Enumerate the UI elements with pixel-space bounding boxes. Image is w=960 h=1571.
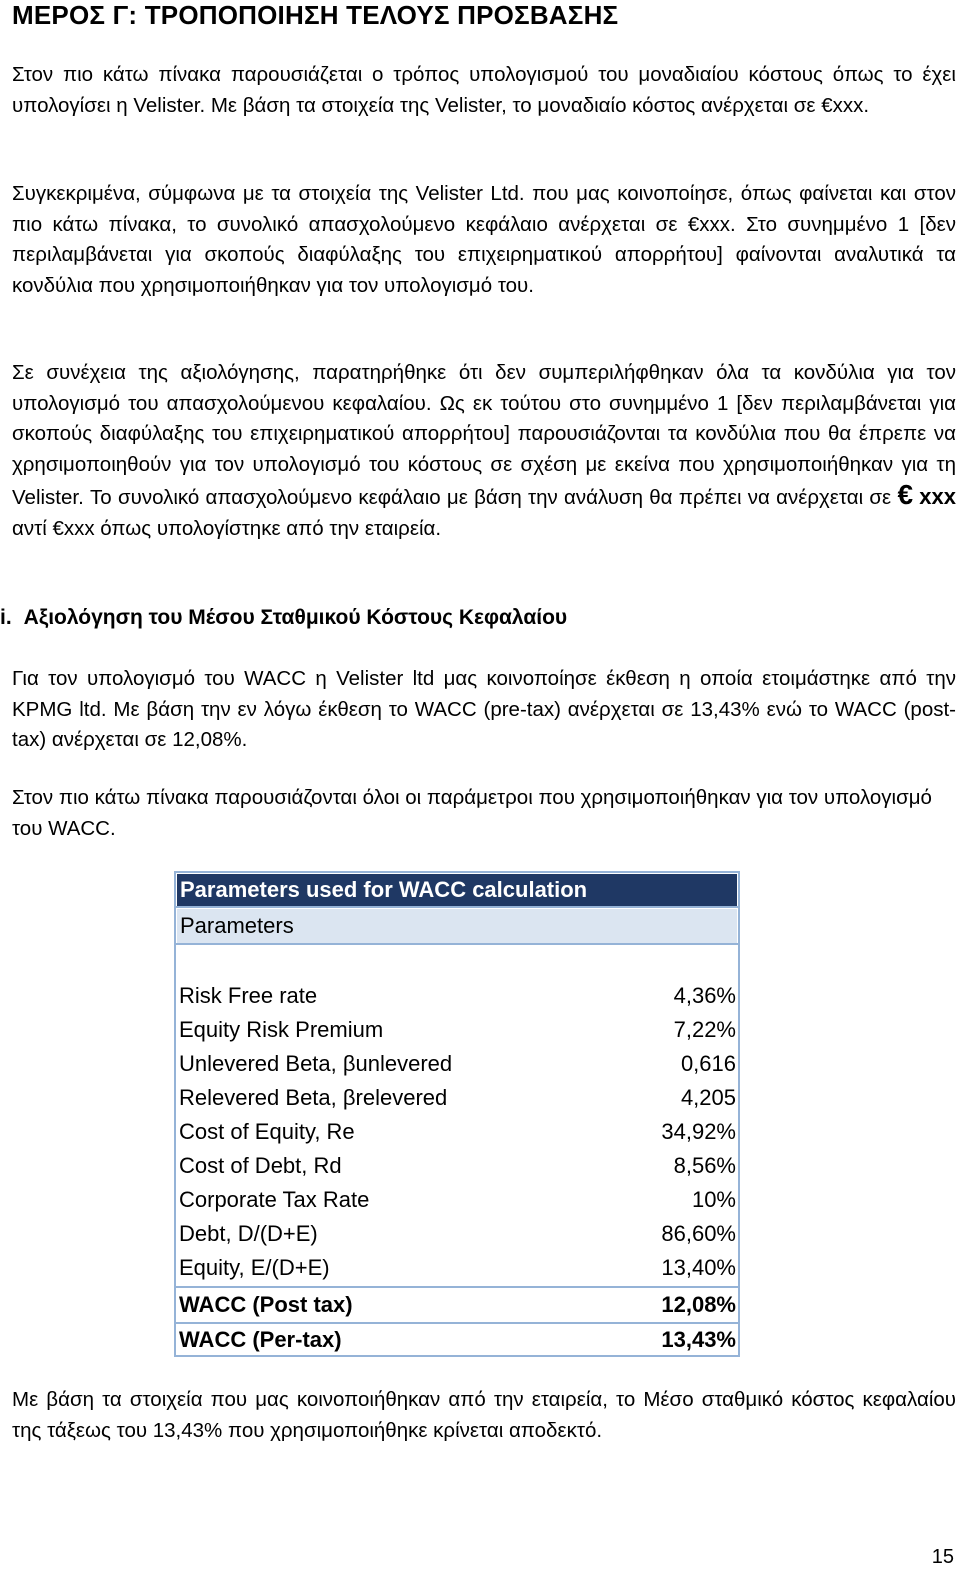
param-value: 4,205 xyxy=(680,1085,736,1110)
wacc-parameters-table xyxy=(174,871,740,1357)
param-label: Unlevered Beta, βunlevered xyxy=(179,1051,453,1076)
paragraph-evaluation xyxy=(12,358,956,544)
param-label: Relevered Beta, βrelevered xyxy=(179,1085,448,1110)
param-value: 10% xyxy=(691,1187,736,1212)
wacc-pre-tax-label: WACC (Per-tax) xyxy=(179,1327,342,1352)
table-total-row xyxy=(179,1323,739,1357)
subsection-title: Αξιολόγηση του Μέσου Σταθμικού Κόστους Κεφαλαίου xyxy=(23,606,568,629)
param-value: 13,40% xyxy=(661,1255,736,1280)
param-label: Corporate Tax Rate xyxy=(179,1187,370,1212)
euro-symbol: € xyxy=(897,479,914,510)
wacc-post-tax-label: WACC (Post tax) xyxy=(179,1292,353,1317)
param-value: 4,36% xyxy=(673,983,736,1008)
wacc-post-tax-value: 12,08% xyxy=(661,1292,736,1317)
table-divider xyxy=(176,943,738,945)
param-value: 0,616 xyxy=(680,1051,736,1076)
paragraph-unit-cost: Στον πιο κάτω πίνακα παρουσιάζεται ο τρόπος υπολογισμού του μοναδιαίου κόστους όπως το έχει υπολογίσει η Velister. Με βάση τα στοιχεία της Velister, το μοναδιαίο κόστος ανέρχεται σε €xxx. xyxy=(12,63,956,117)
param-label: Risk Free rate xyxy=(179,983,318,1008)
table-row xyxy=(179,1081,739,1115)
param-label: Equity Risk Premium xyxy=(179,1017,384,1042)
param-value: 34,92% xyxy=(661,1119,736,1144)
table-row xyxy=(179,1217,739,1251)
section-title: ΜΕΡΟΣ Γ: ΤΡΟΠΟΠΟΙΗΣΗ ΤΕΛΟΥΣ ΠΡΟΣΒΑΣΗΣ xyxy=(12,0,619,30)
table-row xyxy=(179,979,739,1013)
table-row xyxy=(179,1013,739,1047)
table-row xyxy=(179,1149,739,1183)
table-total-row xyxy=(179,1288,739,1322)
table-row xyxy=(179,1115,739,1149)
paragraph-conclusion: Με βάση τα στοιχεία που μας κοινοποιήθηκαν από την εταιρεία, το Μέσο σταθμικό κόστος κεφαλαίου της τάξεως του 13,43% που χρησιμοποιήθηκε κρίνεται αποδεκτό. xyxy=(12,1388,956,1442)
paragraph-capital-employed: Συγκεκριμένα, σύμφωνα με τα στοιχεία της Velister Ltd. που μας κοινοποίησε, όπως φαίνεται και στον πιο κάτω πίνακα, το συνολικό απασχολούμενο κεφάλαιο ανέρχεται σε €xxx. Στο συνημμένο 1 [δεν περιλαμβάνεται για σκοπούς διαφύλαξης του επιχειρηματικού απορρήτου] φαίνονται αναλυτικά τα κονδύλια που χρησιμοποιήθηκαν για τον υπολογισμό του. xyxy=(12,182,956,297)
param-value: 8,56% xyxy=(673,1153,736,1178)
paragraph-evaluation-text: Σε συνέχεια της αξιολόγησης, παρατηρήθηκε ότι δεν συμπεριλήφθηκαν όλα τα κονδύλια για τον υπολογισμό του απασχολούμενου κεφαλαίου. Ως εκ τούτου στο συνημμένο 1 [δεν περιλαμβάνεται για σκοπούς διαφύλαξης του επιχειρηματικού απορρήτου] παρουσιάζονται τα κονδύλια που θα έπρεπε να χρησιμοποιηθούν για τον υπολογισμό του κόστους σε σχέση με εκείνα που χρησιμοποιήθηκαν για τη Velister. Το συνολικό απασχολούμενο κεφάλαιο με βάση την ανάλυση θα πρέπει να ανέρχεται σε xyxy=(12,361,956,509)
amount-placeholder: xxx xyxy=(919,484,956,509)
param-value: 86,60% xyxy=(661,1221,736,1246)
wacc-pre-tax-value: 13,43% xyxy=(661,1327,736,1352)
paragraph-wacc-report: Για τον υπολογισμό του WACC η Velister ltd μας κοινοποίησε έκθεση η οποία ετοιμάστηκε από την KPMG ltd. Με βάση την εν λόγω έκθεση το WACC (pre-tax) ανέρχεται σε 13,43% ενώ το WACC (post-tax) ανέρχεται σε 12,08%. xyxy=(12,667,956,751)
table-row xyxy=(179,1183,739,1217)
paragraph-evaluation-end: αντί €xxx όπως υπολογίστηκε από την εταιρεία. xyxy=(12,516,442,540)
table-row xyxy=(179,1251,739,1285)
table-header: Parameters used for WACC calculation xyxy=(177,874,737,906)
subsection-number: i. xyxy=(0,606,12,629)
table-row xyxy=(179,1047,739,1081)
param-label: Cost of Debt, Rd xyxy=(179,1153,342,1178)
param-label: Cost of Equity, Re xyxy=(179,1119,355,1144)
table-subheader: Parameters xyxy=(177,909,737,943)
subsection-heading xyxy=(0,606,567,630)
table-divider xyxy=(176,906,738,908)
param-value: 7,22% xyxy=(673,1017,736,1042)
param-label: Debt, D/(D+E) xyxy=(179,1221,318,1246)
page-number: 15 xyxy=(931,1546,954,1568)
paragraph-table-intro: Στον πιο κάτω πίνακα παρουσιάζονται όλοι οι παράμετροι που χρησιμοποιήθηκαν για τον υπολογισμό του WACC. xyxy=(12,786,932,840)
param-label: Equity, E/(D+E) xyxy=(179,1255,330,1280)
